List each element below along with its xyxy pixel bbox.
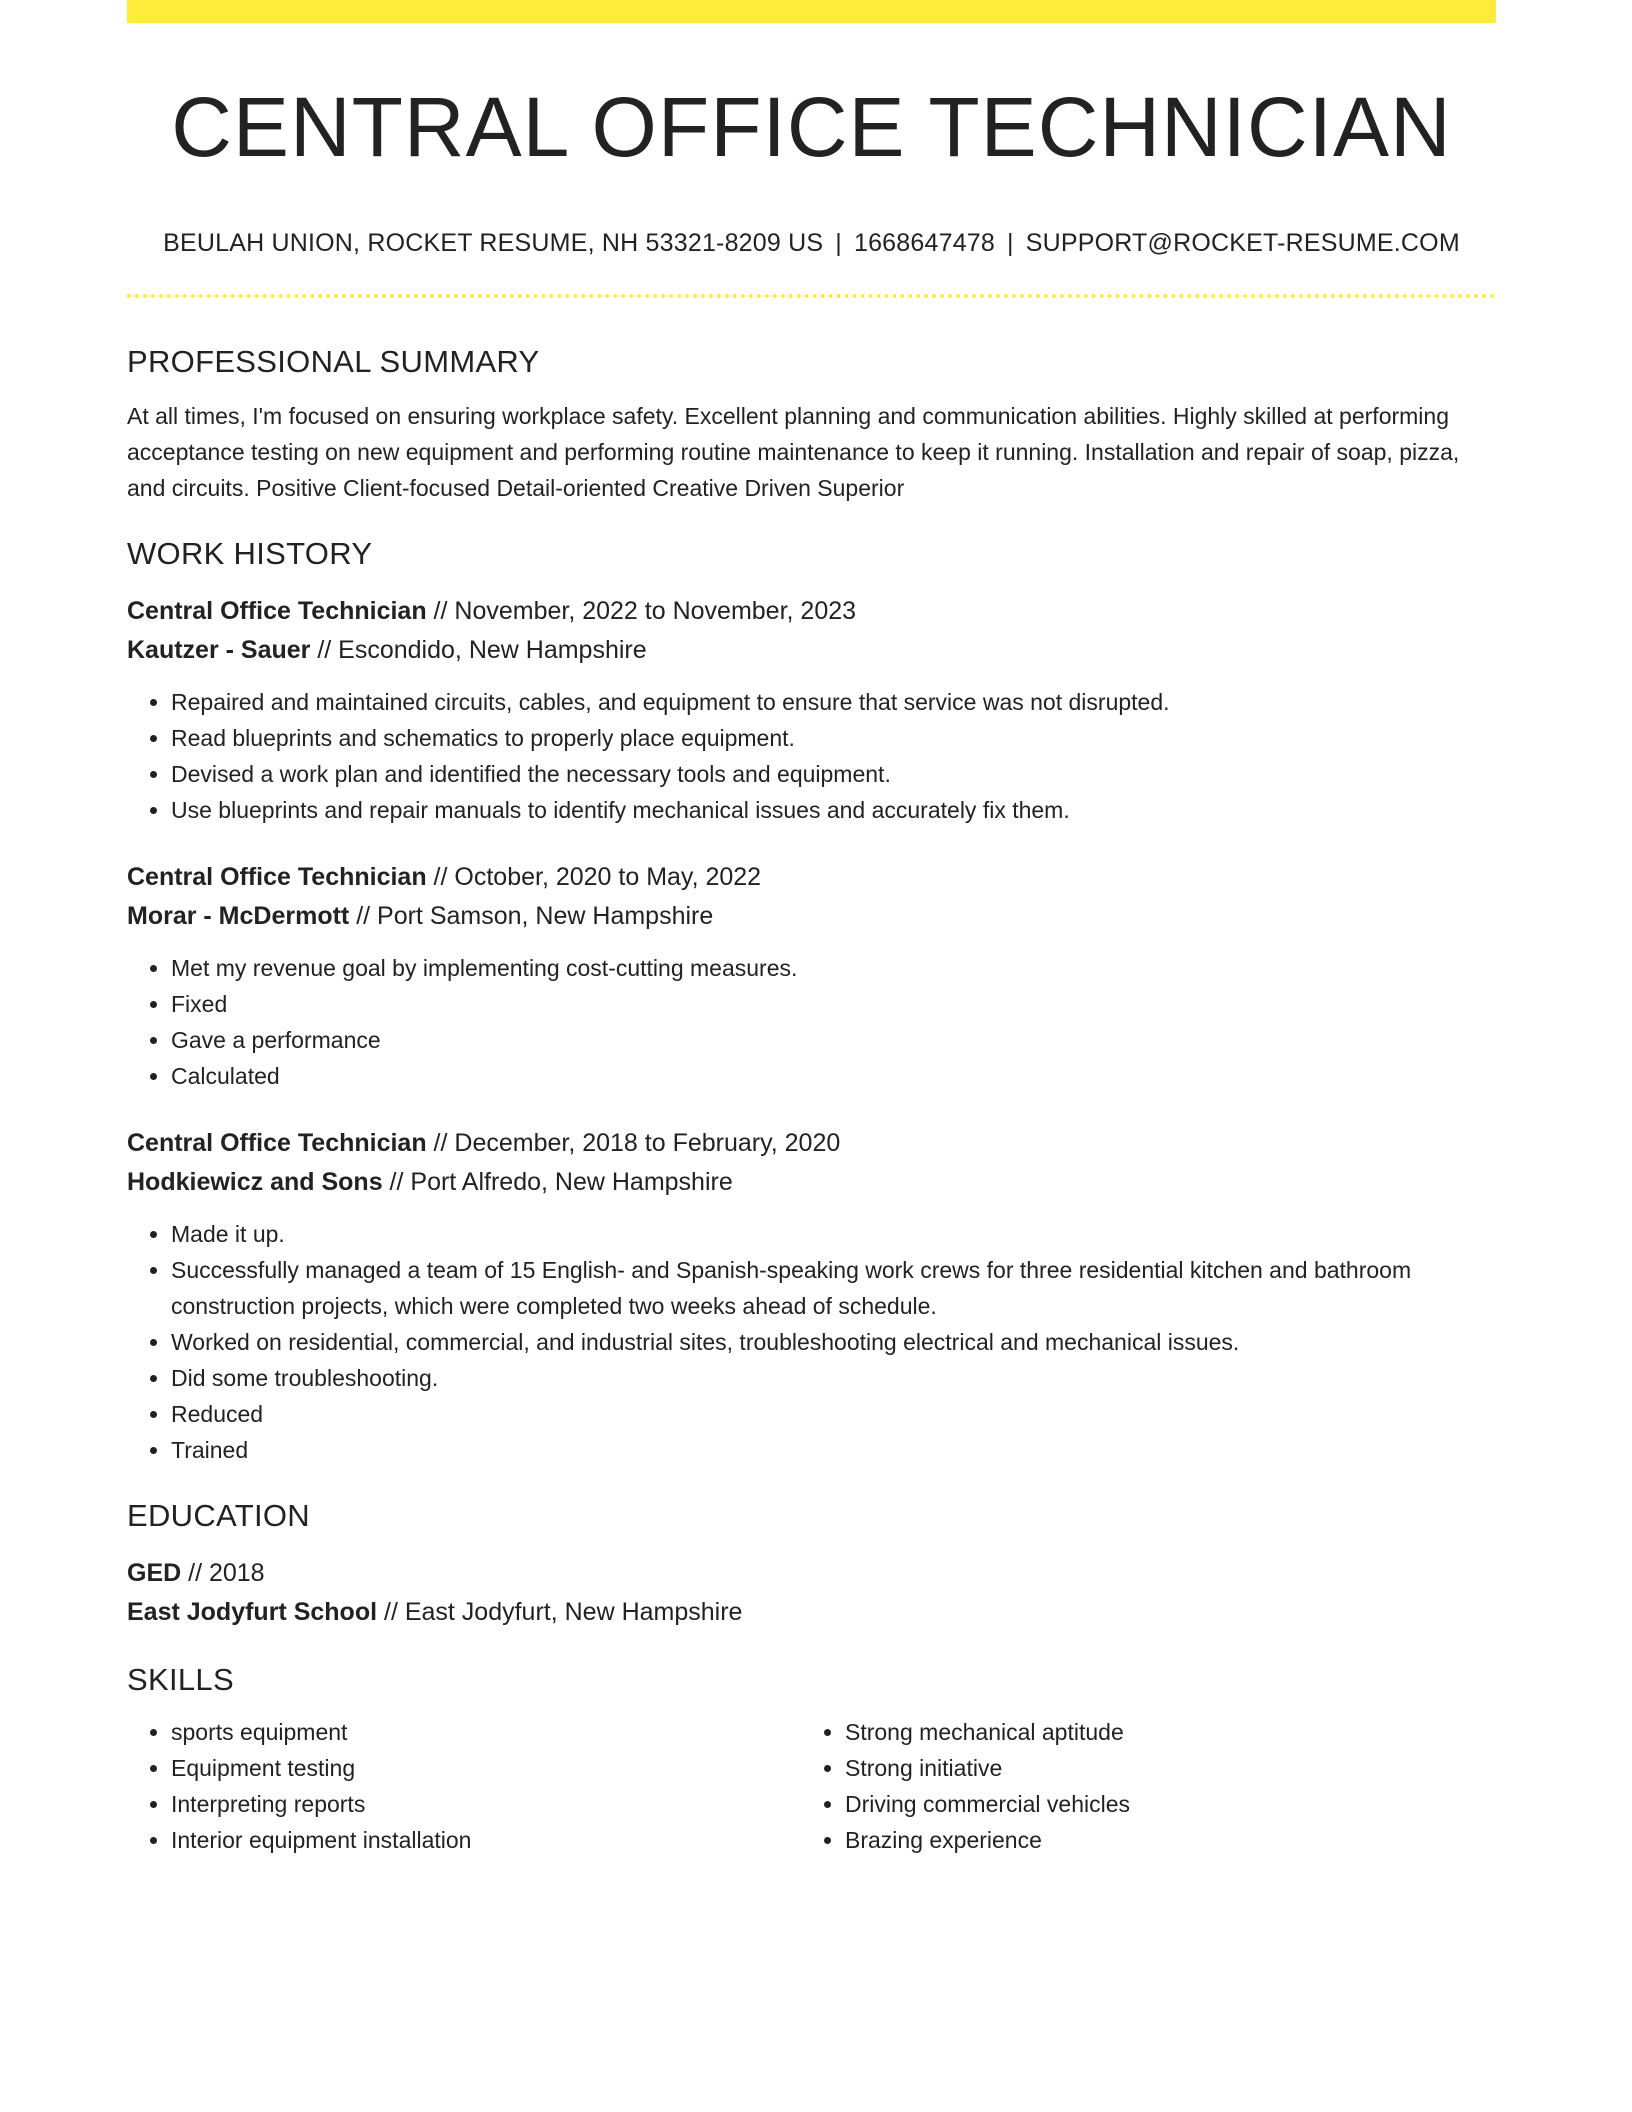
contact-separator: | — [835, 229, 842, 258]
list-item: • Interpreting reports — [171, 1786, 801, 1822]
job-dates: // December, 2018 to February, 2020 — [426, 1129, 841, 1158]
education-degree-line — [127, 1554, 1496, 1593]
job-entry — [127, 592, 1496, 828]
job-entry — [127, 1124, 1496, 1468]
list-item: • Made it up. — [171, 1216, 1496, 1252]
education-entry — [127, 1554, 1496, 1632]
job-dates: // November, 2022 to November, 2023 — [426, 597, 857, 626]
accent-top-bar — [127, 0, 1496, 23]
job-location: // Port Alfredo, New Hampshire — [382, 1168, 733, 1197]
job-dates: // October, 2020 to May, 2022 — [426, 863, 762, 892]
job-company-line — [127, 631, 1496, 670]
list-item: • Brazing experience — [845, 1822, 1475, 1858]
job-entry — [127, 858, 1496, 1094]
job-bullets — [127, 684, 1496, 828]
job-company-line — [127, 1163, 1496, 1202]
skills-list — [127, 1714, 1496, 1858]
education-school: East Jodyfurt School — [127, 1598, 378, 1627]
education-heading: EDUCATION — [127, 1498, 310, 1534]
list-item: • Fixed — [171, 986, 1496, 1022]
skills-column-left — [127, 1714, 801, 1858]
education-degree: GED — [127, 1559, 182, 1588]
list-item: • Interior equipment installation — [171, 1822, 801, 1858]
list-item: • Gave a performance — [171, 1022, 1496, 1058]
list-item: • Devised a work plan and identified the necessary tools and equipment. — [171, 756, 1496, 792]
list-item: • Trained — [171, 1432, 1496, 1468]
job-title-line — [127, 1124, 1496, 1163]
job-company: Morar - McDermott — [127, 902, 350, 931]
dotted-divider — [127, 294, 1496, 298]
contact-separator: | — [1007, 229, 1014, 258]
list-item: • Successfully managed a team of 15 English- and Spanish-speaking work crews for three residential kitchen and bathroom construction projects, which were completed two weeks ahead of schedule. — [171, 1252, 1496, 1324]
list-item: • Worked on residential, commercial, and industrial sites, troubleshooting electrical and mechanical issues. — [171, 1324, 1496, 1360]
contact-phone: 1668647478 — [853, 229, 996, 258]
job-title-line — [127, 858, 1496, 897]
contact-line — [127, 229, 1496, 258]
list-item: • Repaired and maintained circuits, cables, and equipment to ensure that service was not disrupted. — [171, 684, 1496, 720]
contact-address: BEULAH UNION, ROCKET RESUME, NH 53321-8209 US — [163, 229, 824, 258]
job-bullets — [127, 1216, 1496, 1468]
skills-heading: SKILLS — [127, 1662, 234, 1698]
education-location: // East Jodyfurt, New Hampshire — [377, 1598, 743, 1627]
job-role: Central Office Technician — [127, 1129, 427, 1158]
job-role: Central Office Technician — [127, 863, 427, 892]
list-item: • Read blueprints and schematics to properly place equipment. — [171, 720, 1496, 756]
job-role: Central Office Technician — [127, 597, 427, 626]
list-item: • Reduced — [171, 1396, 1496, 1432]
job-bullets — [127, 950, 1496, 1094]
list-item: • Calculated — [171, 1058, 1496, 1094]
job-company: Hodkiewicz and Sons — [127, 1168, 383, 1197]
job-company: Kautzer - Sauer — [127, 636, 311, 665]
list-item: • Met my revenue goal by implementing cost-cutting measures. — [171, 950, 1496, 986]
list-item: • sports equipment — [171, 1714, 801, 1750]
work-history-heading: WORK HISTORY — [127, 536, 373, 572]
summary-heading: PROFESSIONAL SUMMARY — [127, 344, 540, 380]
skills-column-right — [801, 1714, 1475, 1858]
list-item: • Did some troubleshooting. — [171, 1360, 1496, 1396]
resume-page — [127, 0, 1496, 1858]
education-school-line — [127, 1593, 1496, 1632]
job-company-line — [127, 897, 1496, 936]
list-item: • Driving commercial vehicles — [845, 1786, 1475, 1822]
list-item: • Equipment testing — [171, 1750, 801, 1786]
job-title-line — [127, 592, 1496, 631]
list-item: • Strong initiative — [845, 1750, 1475, 1786]
job-location: // Port Samson, New Hampshire — [349, 902, 714, 931]
job-location: // Escondido, New Hampshire — [310, 636, 647, 665]
contact-email: SUPPORT@ROCKET-RESUME.COM — [1025, 229, 1460, 258]
education-year: // 2018 — [181, 1559, 265, 1588]
list-item: • Use blueprints and repair manuals to identify mechanical issues and accurately fix them. — [171, 792, 1496, 828]
resume-name: CENTRAL OFFICE TECHNICIAN — [171, 80, 1452, 174]
list-item: • Strong mechanical aptitude — [845, 1714, 1475, 1750]
summary-text: At all times, I'm focused on ensuring workplace safety. Excellent planning and communication abilities. Highly skilled at performing acceptance testing on new equipment and performing routine maintenance to keep it running. Installation and repair of soap, pizza, and circuits. Positive Client-focused Detail-oriented Creative Driven Superior — [127, 403, 1460, 502]
